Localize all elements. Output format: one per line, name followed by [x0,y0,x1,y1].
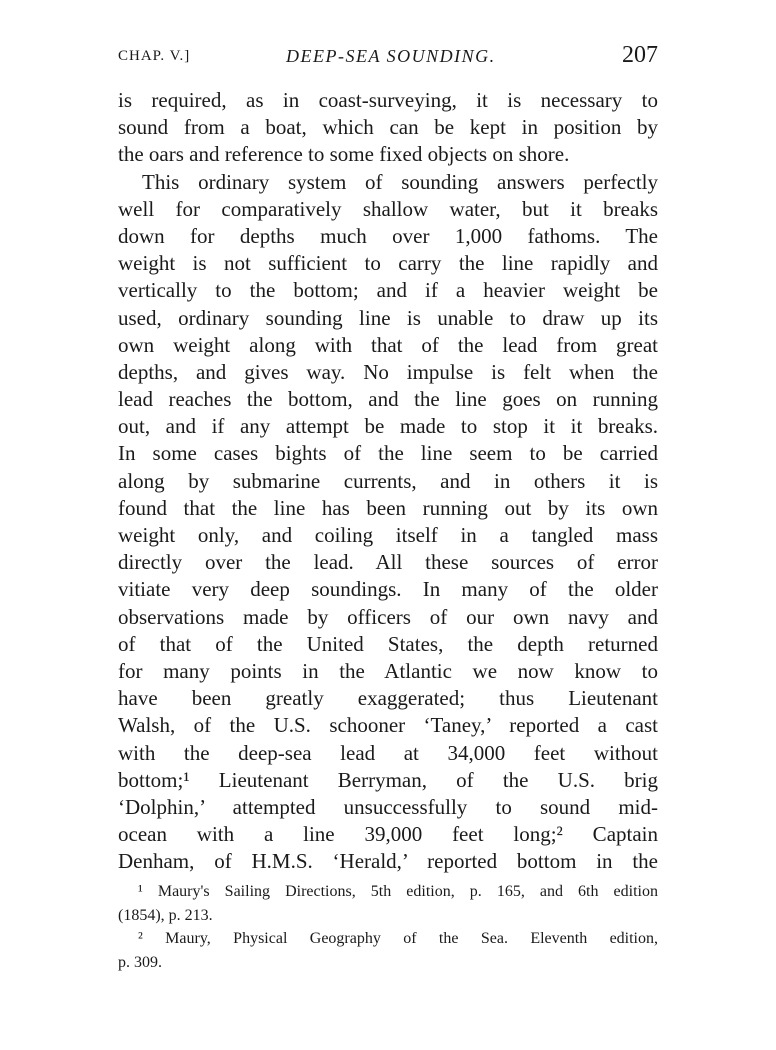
text-line: well for comparatively shallow water, but it breaks [118,196,658,221]
text-line: weight only, and coiling itself in a tangled mass [118,523,658,547]
text-line: depths, and gives way. No impulse is felt when the [118,359,658,384]
text-line: out, and if any attempt be made to stop it it breaks. [118,414,658,439]
running-title: DEEP-SEA SOUNDING. [286,46,496,66]
text-line: ‘Dolphin,’ attempted unsuccessfully to sound mid- [118,794,658,819]
chapter-reference: CHAP. V.] [118,48,191,64]
footnote-line: ² Maury, Physical Geography of the Sea. Eleventh edition, [138,930,658,947]
text-line: of that of the United States, the depth returned [118,631,658,656]
text-line: This ordinary system of sounding answers perfectly [142,169,658,194]
page-number: 207 [622,42,658,68]
text-line: directly over the lead. All these sources of error [118,550,658,575]
text-line: found that the line has been running out by its own [118,495,658,520]
text-line: own weight along with that of the lead from great [118,332,658,357]
text-line: In some cases bights of the line seem to be carried [118,441,658,466]
text-line: observations made by officers of our own navy and [118,604,658,629]
text-line: along by submarine currents, and in others it is [118,468,658,493]
text-line: bottom;¹ Lieutenant Berryman, of the U.S. brig [118,767,658,792]
text-line: with the deep-sea lead at 34,000 feet without [118,740,658,765]
text-line: is required, as in coast-surveying, it is necessary to [118,88,658,112]
text-line: sound from a boat, which can be kept in position by [118,115,658,140]
text-line: vitiate very deep soundings. In many of the older [118,577,658,602]
text-line: Denham, of H.M.S. ‘Herald,’ reported bottom in the [118,849,658,874]
footnote-line: p. 309. [118,953,162,971]
text-line: the oars and reference to some fixed objects on shore. [118,142,570,167]
text-line: used, ordinary sounding line is unable to draw up its [118,305,658,330]
body-text [118,87,658,875]
text-line: Walsh, of the U.S. schooner ‘Taney,’ reported a cast [118,713,658,738]
text-line: ocean with a line 39,000 feet long;² Captain [118,822,658,847]
footnote-line: ¹ Maury's Sailing Directions, 5th edition, p. 165, and 6th edition [138,883,658,900]
footnote-line: (1854), p. 213. [118,906,213,924]
text-line: for many points in the Atlantic we now know to [118,658,658,683]
text-line: down for depths much over 1,000 fathoms. The [118,223,658,248]
running-head [118,42,658,72]
text-line: lead reaches the bottom, and the line goes on running [118,387,658,412]
footnotes [118,880,658,974]
text-line: weight is not sufficient to carry the line rapidly and [118,251,658,276]
text-line: have been greatly exaggerated; thus Lieutenant [118,686,658,711]
text-line: vertically to the bottom; and if a heavier weight be [118,278,658,303]
